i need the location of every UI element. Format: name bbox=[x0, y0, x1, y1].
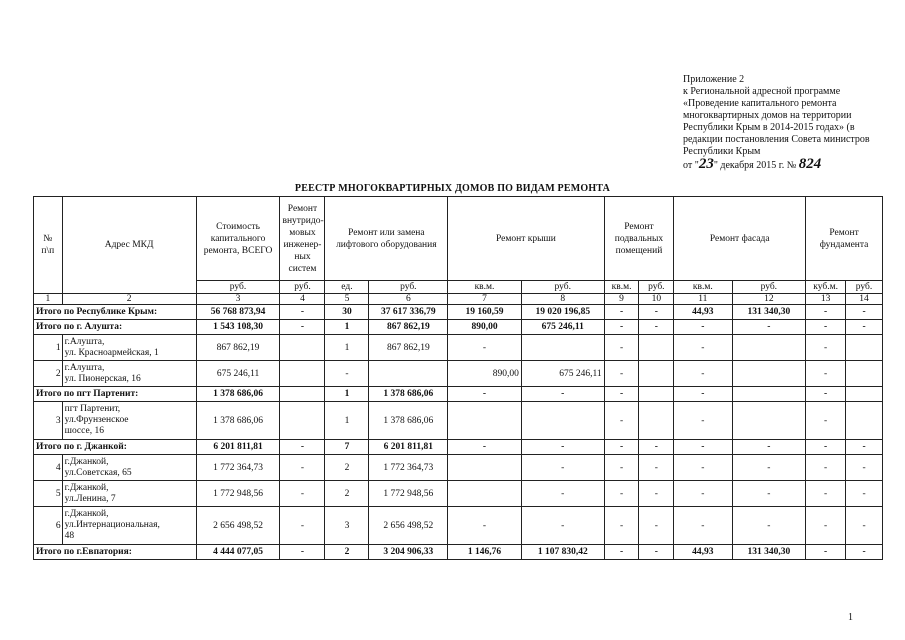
date-prefix: от " bbox=[683, 160, 699, 171]
unit-cell: руб. bbox=[846, 281, 883, 294]
appendix-line: «Проведение капитального ремонта bbox=[683, 98, 837, 109]
value-cell bbox=[732, 387, 806, 402]
value-cell: - bbox=[604, 455, 639, 481]
table-row bbox=[34, 455, 883, 481]
header-internal: Ремонт внутридо-мовых инженер-ных систем bbox=[280, 197, 325, 281]
column-number-cell: 10 bbox=[639, 294, 674, 305]
value-cell: - bbox=[674, 361, 732, 387]
address-line: ул. Пионерская, 16 bbox=[64, 373, 141, 384]
appendix-line: редакции постановления Совета министров bbox=[683, 134, 870, 145]
value-cell: - bbox=[846, 545, 883, 560]
value-cell: - bbox=[806, 361, 846, 387]
appendix-line: Приложение 2 bbox=[683, 74, 745, 85]
subtotal-row bbox=[34, 440, 883, 455]
value-cell: - bbox=[732, 320, 806, 335]
value-cell bbox=[521, 402, 604, 440]
value-cell bbox=[732, 361, 806, 387]
column-number-cell: 12 bbox=[732, 294, 806, 305]
unit-cell: руб. bbox=[369, 281, 448, 294]
value-cell: - bbox=[521, 507, 604, 545]
value-cell: - bbox=[846, 481, 883, 507]
column-number-cell: 11 bbox=[674, 294, 732, 305]
value-cell: - bbox=[806, 507, 846, 545]
value-cell: - bbox=[806, 387, 846, 402]
value-cell: - bbox=[280, 507, 325, 545]
value-cell: - bbox=[604, 320, 639, 335]
address-cell bbox=[62, 507, 196, 545]
appendix-line: Республики Крым bbox=[683, 146, 761, 157]
value-cell: - bbox=[639, 305, 674, 320]
value-cell: - bbox=[604, 440, 639, 455]
value-cell bbox=[448, 481, 522, 507]
value-cell bbox=[448, 402, 522, 440]
value-cell bbox=[280, 361, 325, 387]
value-cell: 44,93 bbox=[674, 305, 732, 320]
address-line: ул.Интернациональная, bbox=[64, 520, 160, 530]
value-cell: - bbox=[806, 305, 846, 320]
value-cell: 6 201 811,81 bbox=[369, 440, 448, 455]
value-cell: - bbox=[846, 320, 883, 335]
address-line: шоссе, 16 bbox=[64, 426, 104, 436]
value-cell: - bbox=[604, 507, 639, 545]
address-line: 48 bbox=[64, 531, 75, 541]
value-cell: 3 bbox=[325, 507, 369, 545]
header-elevator: Ремонт или замена лифтового оборудования bbox=[325, 197, 448, 281]
column-number-cell: 4 bbox=[280, 294, 325, 305]
value-cell: - bbox=[604, 305, 639, 320]
column-number-cell: 5 bbox=[325, 294, 369, 305]
value-cell: 56 768 873,94 bbox=[196, 305, 280, 320]
row-index: 4 bbox=[34, 455, 63, 481]
value-cell: - bbox=[846, 305, 883, 320]
header-roof: Ремонт крыши bbox=[448, 197, 604, 281]
appendix-line: к Региональной адресной программе bbox=[683, 86, 841, 97]
value-cell: - bbox=[604, 361, 639, 387]
unit-cell: кв.м. bbox=[448, 281, 522, 294]
value-cell: - bbox=[806, 320, 846, 335]
value-cell: - bbox=[674, 440, 732, 455]
address-line: г.Джанкой, bbox=[64, 509, 109, 519]
value-cell: - bbox=[846, 507, 883, 545]
value-cell: 675 246,11 bbox=[196, 361, 280, 387]
appendix-line: Республики Крым в 2014-2015 годах» (в bbox=[683, 122, 855, 133]
value-cell: - bbox=[674, 387, 732, 402]
address-line: г.Джанкой, bbox=[64, 456, 109, 467]
value-cell: - bbox=[604, 402, 639, 440]
value-cell: 1 378 686,06 bbox=[196, 387, 280, 402]
value-cell: 131 340,30 bbox=[732, 545, 806, 560]
value-cell: - bbox=[280, 320, 325, 335]
subtotal-label: Итого по пгт Партенит: bbox=[34, 387, 197, 402]
column-number-cell: 1 bbox=[34, 294, 63, 305]
value-cell: - bbox=[325, 361, 369, 387]
row-index: 5 bbox=[34, 481, 63, 507]
address-line: г.Джанкой, bbox=[64, 482, 109, 493]
resolution-number: 824 bbox=[798, 156, 822, 172]
value-cell: 1 bbox=[325, 402, 369, 440]
address-cell bbox=[62, 402, 196, 440]
value-cell: 1 bbox=[325, 320, 369, 335]
value-cell bbox=[639, 361, 674, 387]
table-row bbox=[34, 481, 883, 507]
value-cell: - bbox=[806, 481, 846, 507]
value-cell: 2 bbox=[325, 455, 369, 481]
value-cell: 19 020 196,85 bbox=[521, 305, 604, 320]
value-cell: - bbox=[639, 440, 674, 455]
header-np: № п\п bbox=[34, 197, 63, 294]
subtotal-row bbox=[34, 320, 883, 335]
value-cell: 2 bbox=[325, 545, 369, 560]
table-body bbox=[34, 305, 883, 560]
value-cell: 2 656 498,52 bbox=[369, 507, 448, 545]
value-cell: - bbox=[604, 545, 639, 560]
value-cell: 7 bbox=[325, 440, 369, 455]
value-cell: 890,00 bbox=[448, 361, 522, 387]
address-cell bbox=[62, 335, 196, 361]
value-cell: 867 862,19 bbox=[196, 335, 280, 361]
value-cell: - bbox=[806, 402, 846, 440]
address-line: ул.Фрунзенское bbox=[64, 415, 129, 425]
value-cell: - bbox=[846, 440, 883, 455]
address-line: ул.Советская, 65 bbox=[64, 467, 132, 478]
unit-cell: куб.м. bbox=[806, 281, 846, 294]
value-cell: - bbox=[280, 545, 325, 560]
value-cell: - bbox=[280, 481, 325, 507]
value-cell: - bbox=[521, 455, 604, 481]
unit-cell: руб. bbox=[732, 281, 806, 294]
value-cell: - bbox=[732, 481, 806, 507]
table-header bbox=[34, 197, 883, 305]
value-cell bbox=[639, 402, 674, 440]
value-cell: - bbox=[604, 335, 639, 361]
value-cell: 1 772 948,56 bbox=[369, 481, 448, 507]
column-number-cell: 6 bbox=[369, 294, 448, 305]
value-cell: 1 378 686,06 bbox=[196, 402, 280, 440]
value-cell: - bbox=[280, 305, 325, 320]
appendix-date-line bbox=[683, 158, 893, 172]
row-index: 1 bbox=[34, 335, 63, 361]
value-cell: - bbox=[604, 387, 639, 402]
value-cell: 3 204 906,33 bbox=[369, 545, 448, 560]
value-cell bbox=[639, 387, 674, 402]
column-number-cell: 14 bbox=[846, 294, 883, 305]
date-suffix: " декабря 2015 г. № bbox=[713, 160, 797, 171]
table-row bbox=[34, 402, 883, 440]
value-cell bbox=[846, 335, 883, 361]
address-line: ул.Ленина, 7 bbox=[64, 493, 116, 504]
subtotal-label: Итого по г.Евпатория: bbox=[34, 545, 197, 560]
page-number: 1 bbox=[848, 612, 853, 623]
value-cell bbox=[521, 335, 604, 361]
column-number-cell: 13 bbox=[806, 294, 846, 305]
value-cell: 867 862,19 bbox=[369, 335, 448, 361]
value-cell: - bbox=[806, 455, 846, 481]
value-cell: - bbox=[448, 335, 522, 361]
date-day: 23 bbox=[698, 156, 714, 172]
value-cell: - bbox=[674, 335, 732, 361]
unit-cell: ед. bbox=[325, 281, 369, 294]
value-cell bbox=[280, 335, 325, 361]
value-cell: 1 378 686,06 bbox=[369, 402, 448, 440]
column-number-cell: 7 bbox=[448, 294, 522, 305]
subtotal-row bbox=[34, 387, 883, 402]
address-line: г.Алушта, bbox=[64, 362, 105, 373]
value-cell: 4 444 077,05 bbox=[196, 545, 280, 560]
value-cell bbox=[732, 335, 806, 361]
value-cell: - bbox=[521, 481, 604, 507]
value-cell: - bbox=[280, 440, 325, 455]
column-numbers-row bbox=[34, 294, 883, 305]
value-cell bbox=[280, 402, 325, 440]
value-cell: - bbox=[806, 545, 846, 560]
value-cell: - bbox=[732, 507, 806, 545]
value-cell bbox=[639, 335, 674, 361]
value-cell: 19 160,59 bbox=[448, 305, 522, 320]
unit-cell: кв.м. bbox=[674, 281, 732, 294]
column-number-cell: 3 bbox=[196, 294, 280, 305]
value-cell: 2 bbox=[325, 481, 369, 507]
value-cell: 1 772 948,56 bbox=[196, 481, 280, 507]
value-cell: - bbox=[639, 455, 674, 481]
value-cell: - bbox=[639, 481, 674, 507]
unit-cell: руб. bbox=[196, 281, 280, 294]
value-cell: - bbox=[674, 320, 732, 335]
value-cell bbox=[846, 387, 883, 402]
page-title: РЕЕСТР МНОГОКВАРТИРНЫХ ДОМОВ ПО ВИДАМ РЕМОНТА bbox=[294, 183, 611, 194]
address-line: г.Алушта, bbox=[64, 336, 105, 347]
value-cell: 1 107 830,42 bbox=[521, 545, 604, 560]
value-cell: 1 bbox=[325, 335, 369, 361]
column-number-cell: 9 bbox=[604, 294, 639, 305]
value-cell: - bbox=[639, 320, 674, 335]
value-cell bbox=[280, 387, 325, 402]
value-cell bbox=[732, 402, 806, 440]
value-cell: 1 772 364,73 bbox=[369, 455, 448, 481]
value-cell: - bbox=[806, 335, 846, 361]
unit-cell: кв.м. bbox=[604, 281, 639, 294]
appendix-line: многоквартирных домов на территории bbox=[683, 110, 852, 121]
value-cell: - bbox=[521, 440, 604, 455]
table-row bbox=[34, 335, 883, 361]
header-facade: Ремонт фасада bbox=[674, 197, 806, 281]
value-cell: 675 246,11 bbox=[521, 361, 604, 387]
value-cell: 44,93 bbox=[674, 545, 732, 560]
value-cell: - bbox=[806, 440, 846, 455]
value-cell: - bbox=[639, 507, 674, 545]
table-row bbox=[34, 361, 883, 387]
header-basement: Ремонт подвальных помещений bbox=[604, 197, 674, 281]
value-cell: 2 656 498,52 bbox=[196, 507, 280, 545]
value-cell: - bbox=[280, 455, 325, 481]
value-cell: - bbox=[448, 507, 522, 545]
value-cell: 890,00 bbox=[448, 320, 522, 335]
value-cell: 1 772 364,73 bbox=[196, 455, 280, 481]
header-foundation: Ремонт фундамента bbox=[806, 197, 883, 281]
address-cell bbox=[62, 455, 196, 481]
value-cell: - bbox=[448, 387, 522, 402]
value-cell: - bbox=[604, 481, 639, 507]
subtotal-label: Итого по Республике Крым: bbox=[34, 305, 197, 320]
value-cell: - bbox=[732, 440, 806, 455]
value-cell: - bbox=[674, 402, 732, 440]
value-cell: - bbox=[732, 455, 806, 481]
value-cell: 675 246,11 bbox=[521, 320, 604, 335]
row-index: 2 bbox=[34, 361, 63, 387]
value-cell: 30 bbox=[325, 305, 369, 320]
value-cell: - bbox=[846, 455, 883, 481]
value-cell bbox=[846, 402, 883, 440]
appendix-block bbox=[683, 74, 893, 172]
address-line: ул. Красноармейская, 1 bbox=[64, 347, 159, 358]
column-number-cell: 2 bbox=[62, 294, 196, 305]
subtotal-row bbox=[34, 545, 883, 560]
value-cell: - bbox=[448, 440, 522, 455]
value-cell: - bbox=[674, 507, 732, 545]
value-cell: 1 146,76 bbox=[448, 545, 522, 560]
row-index: 3 bbox=[34, 402, 63, 440]
value-cell: - bbox=[639, 545, 674, 560]
subtotal-row bbox=[34, 305, 883, 320]
registry-table bbox=[33, 196, 883, 560]
address-cell bbox=[62, 361, 196, 387]
subtotal-label: Итого по г. Алушта: bbox=[34, 320, 197, 335]
value-cell: - bbox=[674, 481, 732, 507]
value-cell: 131 340,30 bbox=[732, 305, 806, 320]
value-cell: - bbox=[674, 455, 732, 481]
subtotal-label: Итого по г. Джанкой: bbox=[34, 440, 197, 455]
header-cost: Стоимость капитального ремонта, ВСЕГО bbox=[196, 197, 280, 281]
value-cell bbox=[369, 361, 448, 387]
unit-cell: руб. bbox=[521, 281, 604, 294]
address-cell bbox=[62, 481, 196, 507]
row-index: 6 bbox=[34, 507, 63, 545]
value-cell: - bbox=[521, 387, 604, 402]
value-cell bbox=[448, 455, 522, 481]
address-line: пгт Партенит, bbox=[64, 404, 121, 414]
value-cell: 1 bbox=[325, 387, 369, 402]
value-cell: 1 543 108,30 bbox=[196, 320, 280, 335]
column-number-cell: 8 bbox=[521, 294, 604, 305]
unit-cell: руб. bbox=[280, 281, 325, 294]
value-cell: 1 378 686,06 bbox=[369, 387, 448, 402]
value-cell: 6 201 811,81 bbox=[196, 440, 280, 455]
table-row bbox=[34, 507, 883, 545]
value-cell: 37 617 336,79 bbox=[369, 305, 448, 320]
value-cell bbox=[846, 361, 883, 387]
value-cell: 867 862,19 bbox=[369, 320, 448, 335]
header-address: Адрес МКД bbox=[62, 197, 196, 294]
unit-cell: руб. bbox=[639, 281, 674, 294]
